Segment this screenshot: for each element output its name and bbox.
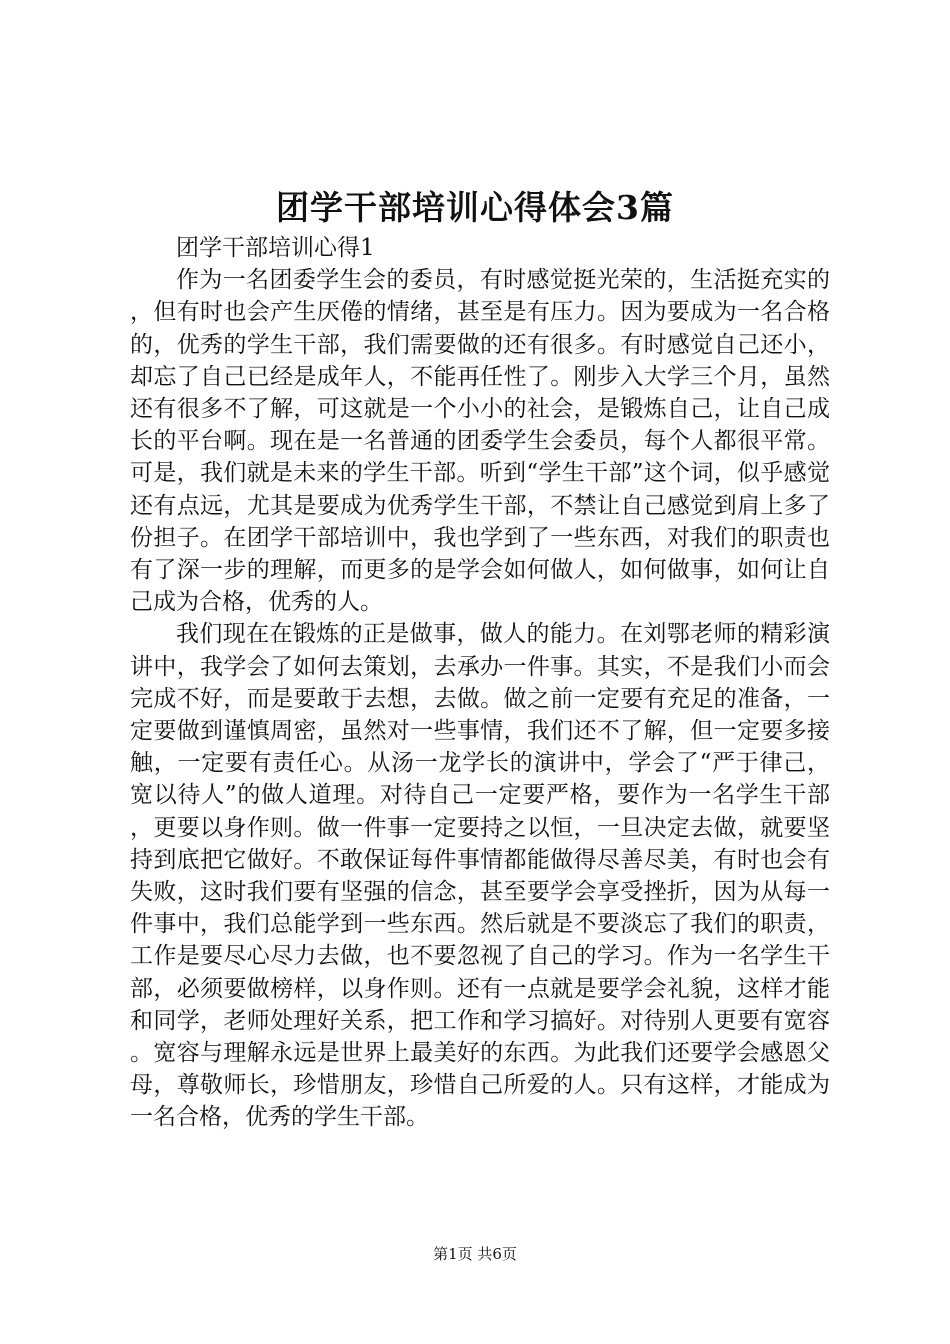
body-paragraph-1: 作为一名团委学生会的委员，有时感觉挺光荣的，生活挺充实的，但有时也会产生厌倦的情绪，甚至是有压力。因为要成为一名合格的，优秀的学生干部，我们需要做的还有很多。有时感觉自己还小，却忘了自己已经是成年人，不能再任性了。刚步入大学三个月，虽然还有很多不了解，可这就是一个小小的社会，是锻炼自己，让自己成长的平台啊。现在是一名普通的团委学生会委员，每个人都很平常。可是，我们就是未来的学生干部。听到“学生干部”这个词，似乎感觉还有点远，尤其是要成为优秀学生干部，不禁让自己感觉到肩上多了份担子。在团学干部培训中，我也学到了一些东西，对我们的职责也有了深一步的理解，而更多的是学会如何做人，如何做事，如何让自己成为合格，优秀的人。 <box>130 267 830 616</box>
document-body <box>130 232 830 1134</box>
page-number-footer: 第1页 共6页 <box>433 1245 517 1263</box>
body-paragraph-2: 我们现在在锻炼的正是做事，做人的能力。在刘鄂老师的精彩演讲中，我学会了如何去策划，去承办一件事。其实，不是我们小而会完成不好，而是要敢于去想，去做。做之前一定要有充足的准备，一定要做到谨慎周密，虽然对一些事情，我们还不了解，但一定要多接触，一定要有责任心。从汤一龙学长的演讲中，学会了“严于律己，宽以待人”的做人道理。对待自己一定要严格，要作为一名学生干部，更要以身作则。做一件事一定要持之以恒，一旦决定去做，就要坚持到底把它做好。不敢保证每件事情都能做得尽善尽美，有时也会有失败，这时我们要有坚强的信念，甚至要学会享受挫折，因为从每一件事中，我们总能学到一些东西。然后就是不要淡忘了我们的职责，工作是要尽心尽力去做，也不要忽视了自己的学习。作为一名学生干部，必须要做榜样，以身作则。还有一点就是要学会礼貌，这样才能和同学，老师处理好关系，把工作和学习搞好。对待别人更要有宽容。宽容与理解永远是世界上最美好的东西。为此我们还要学会感恩父母，尊敬师长，珍惜朋友，珍惜自己所爱的人。只有这样，才能成为一名合格，优秀的学生干部。 <box>130 621 830 1131</box>
section-heading: 团学干部培训心得1 <box>176 235 375 261</box>
document-title: 团学干部培训心得体会3篇 <box>276 188 674 227</box>
